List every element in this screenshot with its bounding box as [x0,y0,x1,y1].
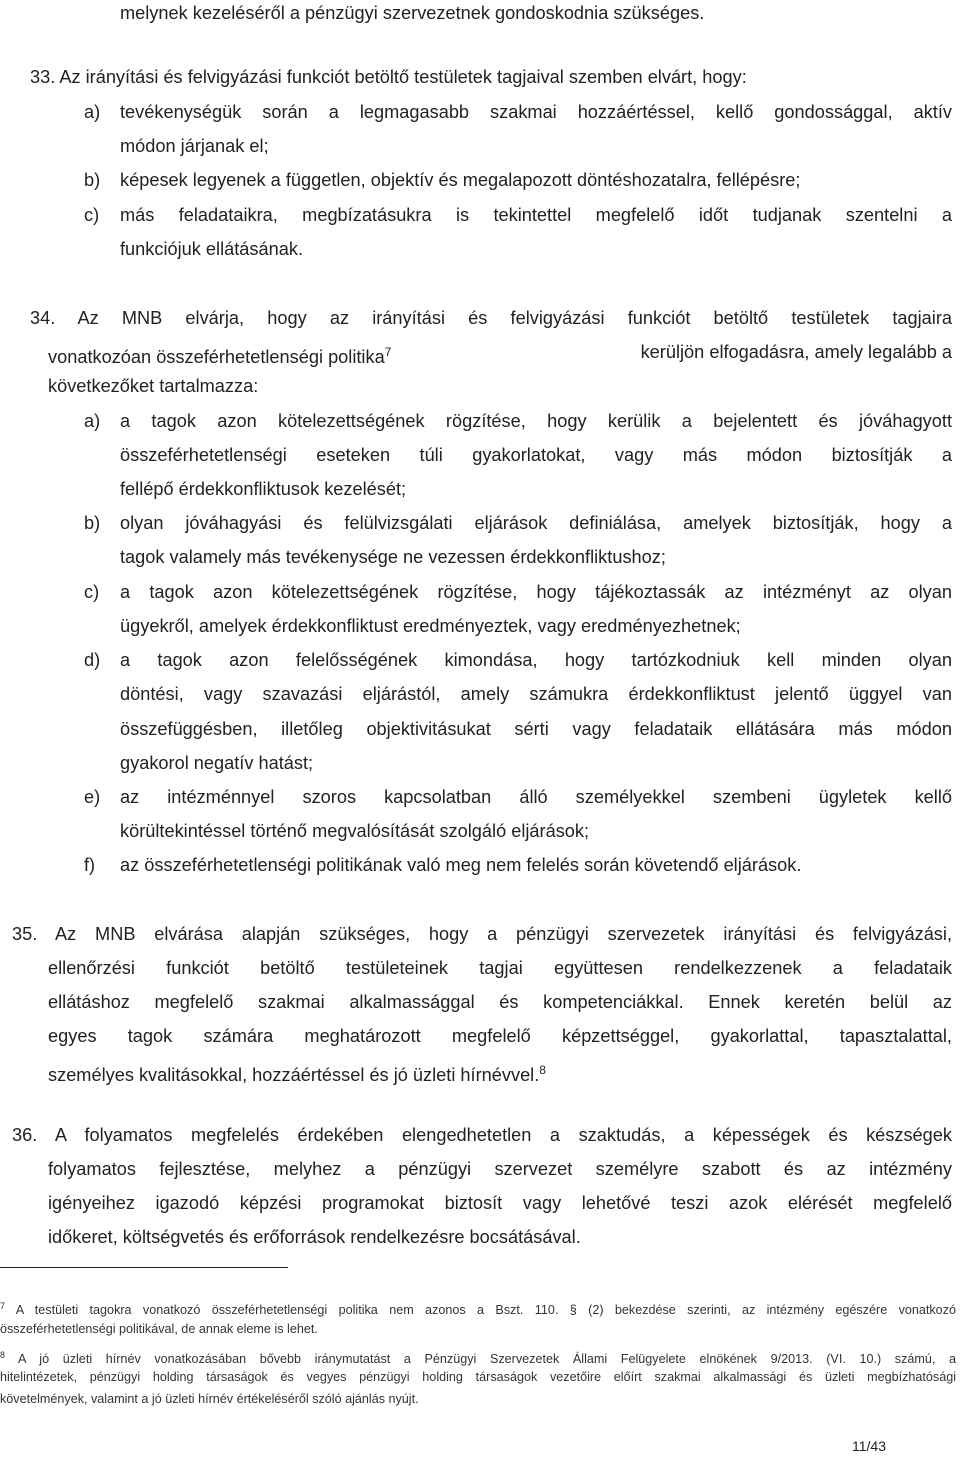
p35-line5 [48,1059,546,1086]
p34-d-line1: a tagok azon felelősségének kimondása, hogy tartózkodniuk kell minden olyan [120,650,952,670]
footnote-8-text: A jó üzleti hírnév vonatkozásában bővebb iránymutatást a Pénzügyi Szervezetek Állami Felügyelete elnökének 9/2013. (VI. 10.) számú, a [5,1352,956,1366]
p34-e-line1: az intézménnyel szoros kapcsolatban álló személyekkel szembeni ügyletek kellő [120,787,952,807]
p36-line3: igényeihez igazodó képzési programokat biztosít vagy lehetővé teszi azok elérését megfelelő [48,1193,952,1213]
p34-f-label: f) [84,855,96,875]
p35-line5-text: személyes kvalitásokkal, hozzáértéssel és jó üzleti hírnévvel. [48,1065,540,1085]
p34-e-line2: körültekintéssel történő megvalósítását szolgáló eljárások; [120,821,590,841]
p34-a-line2: összeférhetetlenségi eseteken túli gyakorlatokat, vagy más módon biztosítják a [120,445,952,465]
p34-d-line4: gyakorol negatív hatást; [120,753,314,773]
p34-d-line2: döntési, vagy szavazási eljárástól, amely számukra érdekkonfliktust jelentő üggyel van [120,684,952,704]
p34-c-line1: a tagok azon kötelezettségének rögzítése, hogy tájékoztassák az intézményt az olyan [120,582,952,602]
p34-b-label: b) [84,513,101,533]
p35-line2: ellenőrzési funkciót betöltő testületeinek tagjai együttesen rendelkezzenek a feladataik [48,958,952,978]
p35-line3: ellátáshoz megfelelő szakmai alkalmassággal és kompetenciákkal. Ennek keretén belül az [48,992,952,1012]
p36-line2: folyamatos fejlesztése, melyhez a pénzügyi szervezet személyre szabott és az intézmény [48,1159,952,1179]
p33-c-line1: más feladataikra, megbízatásukra is tekintettel megfelelő időt tudjanak szentelni a [120,205,952,225]
p34-a-line1: a tagok azon kötelezettségének rögzítése, hogy kerülik a bejelentett és jóváhagyott [120,411,952,431]
footnote-8-line1 [0,1347,956,1367]
p34-line2 [48,341,952,368]
footnote-8-line2: hitelintézetek, pénzügyi holding társaságok és vegyes pénzügyi holding társaságok vezetőire előírt szakmai alkalmassági és üzleti megbízhatósági [0,1370,956,1384]
p33-c-line2: funkciójuk ellátásának. [120,239,303,259]
p34-line1: 34. Az MNB elvárja, hogy az irányítási és felvigyázási funkciót betöltő testületek tagjaira [30,308,952,328]
p34-e-label: e) [84,787,101,807]
footnote-separator [0,1267,288,1268]
continuation-line: melynek kezeléséről a pénzügyi szervezetnek gondoskodnia szükséges. [120,3,705,23]
footnote-ref-8[interactable]: 8 [539,1063,546,1077]
p34-line2-pre [48,341,391,368]
p33-a-label: a) [84,102,101,122]
p33-b-label: b) [84,170,101,190]
p34-c-label: c) [84,582,100,602]
p34-d-line3: összefüggésben, illetőleg objektivitásukat sérti vagy feladataik ellátására más módon [120,719,952,739]
p33-c-label: c) [84,205,100,225]
p34-line2-text: vonatkozóan összeférhetetlenségi politika [48,347,385,367]
footnote-ref-7[interactable]: 7 [384,345,392,359]
p34-line2-post: kerüljön elfogadásra, amely legalább a [640,342,952,362]
footnote-8-mark: 8 [0,1350,6,1360]
p33-a-line1: tevékenységük során a legmagasabb szakmai hozzáértéssel, kellő gondossággal, aktív [120,102,952,122]
footnote-8-line3: követelmények, valamint a jó üzleti hírnév értékeléséről szóló ajánlás nyújt. [0,1392,419,1406]
p34-a-line3: fellépő érdekkonfliktusok kezelését; [120,479,407,499]
p36-line1: 36. A folyamatos megfelelés érdekében elengedhetetlen a szaktudás, a képességek és készségek [12,1125,952,1145]
footnote-7-line1 [0,1298,956,1318]
p34-b-line1: olyan jóváhagyási és felülvizsgálati eljárások definiálása, amelyek biztosítják, hogy a [120,513,952,533]
p34-line3: következőket tartalmazza: [48,376,259,396]
p34-c-line2: ügyekről, amelyek érdekkonfliktust eredményeztek, vagy eredményezhetnek; [120,616,741,636]
p35-line1: 35. Az MNB elvárása alapján szükséges, hogy a pénzügyi szervezetek irányítási és felvigyázási, [12,924,952,944]
p35-line4: egyes tagok számára meghatározott megfelelő képzettséggel, gyakorlattal, tapasztalattal, [48,1026,952,1046]
footnote-7-text: A testületi tagokra vonatkozó összeférhetetlenségi politika nem azonos a Bszt. 110. § (2) bekezdése szerinti, az intézmény egészére vonatkozó [5,1303,956,1317]
footnote-7-line2: összeférhetetlenségi politikával, de annak eleme is lehet. [0,1322,318,1336]
p34-f-line1: az összeférhetetlenségi politikának való meg nem felelés során követendő eljárások. [120,855,802,875]
p33-a-line2: módon járjanak el; [120,136,269,156]
page-number: 11/43 [852,1438,886,1454]
p34-a-label: a) [84,411,101,431]
p34-d-label: d) [84,650,101,670]
p33-intro: 33. Az irányítási és felvigyázási funkciót betöltő testületek tagjaival szemben elvárt, hogy: [30,67,747,87]
p33-b-line1: képesek legyenek a független, objektív és megalapozott döntéshozatalra, fellépésre; [120,170,801,190]
footnote-7-mark: 7 [0,1301,6,1311]
p36-line4: időkeret, költségvetés és erőforrások rendelkezésre bocsátásával. [48,1227,581,1247]
p34-b-line2: tagok valamely más tevékenysége ne vezessen érdekkonfliktushoz; [120,547,666,567]
